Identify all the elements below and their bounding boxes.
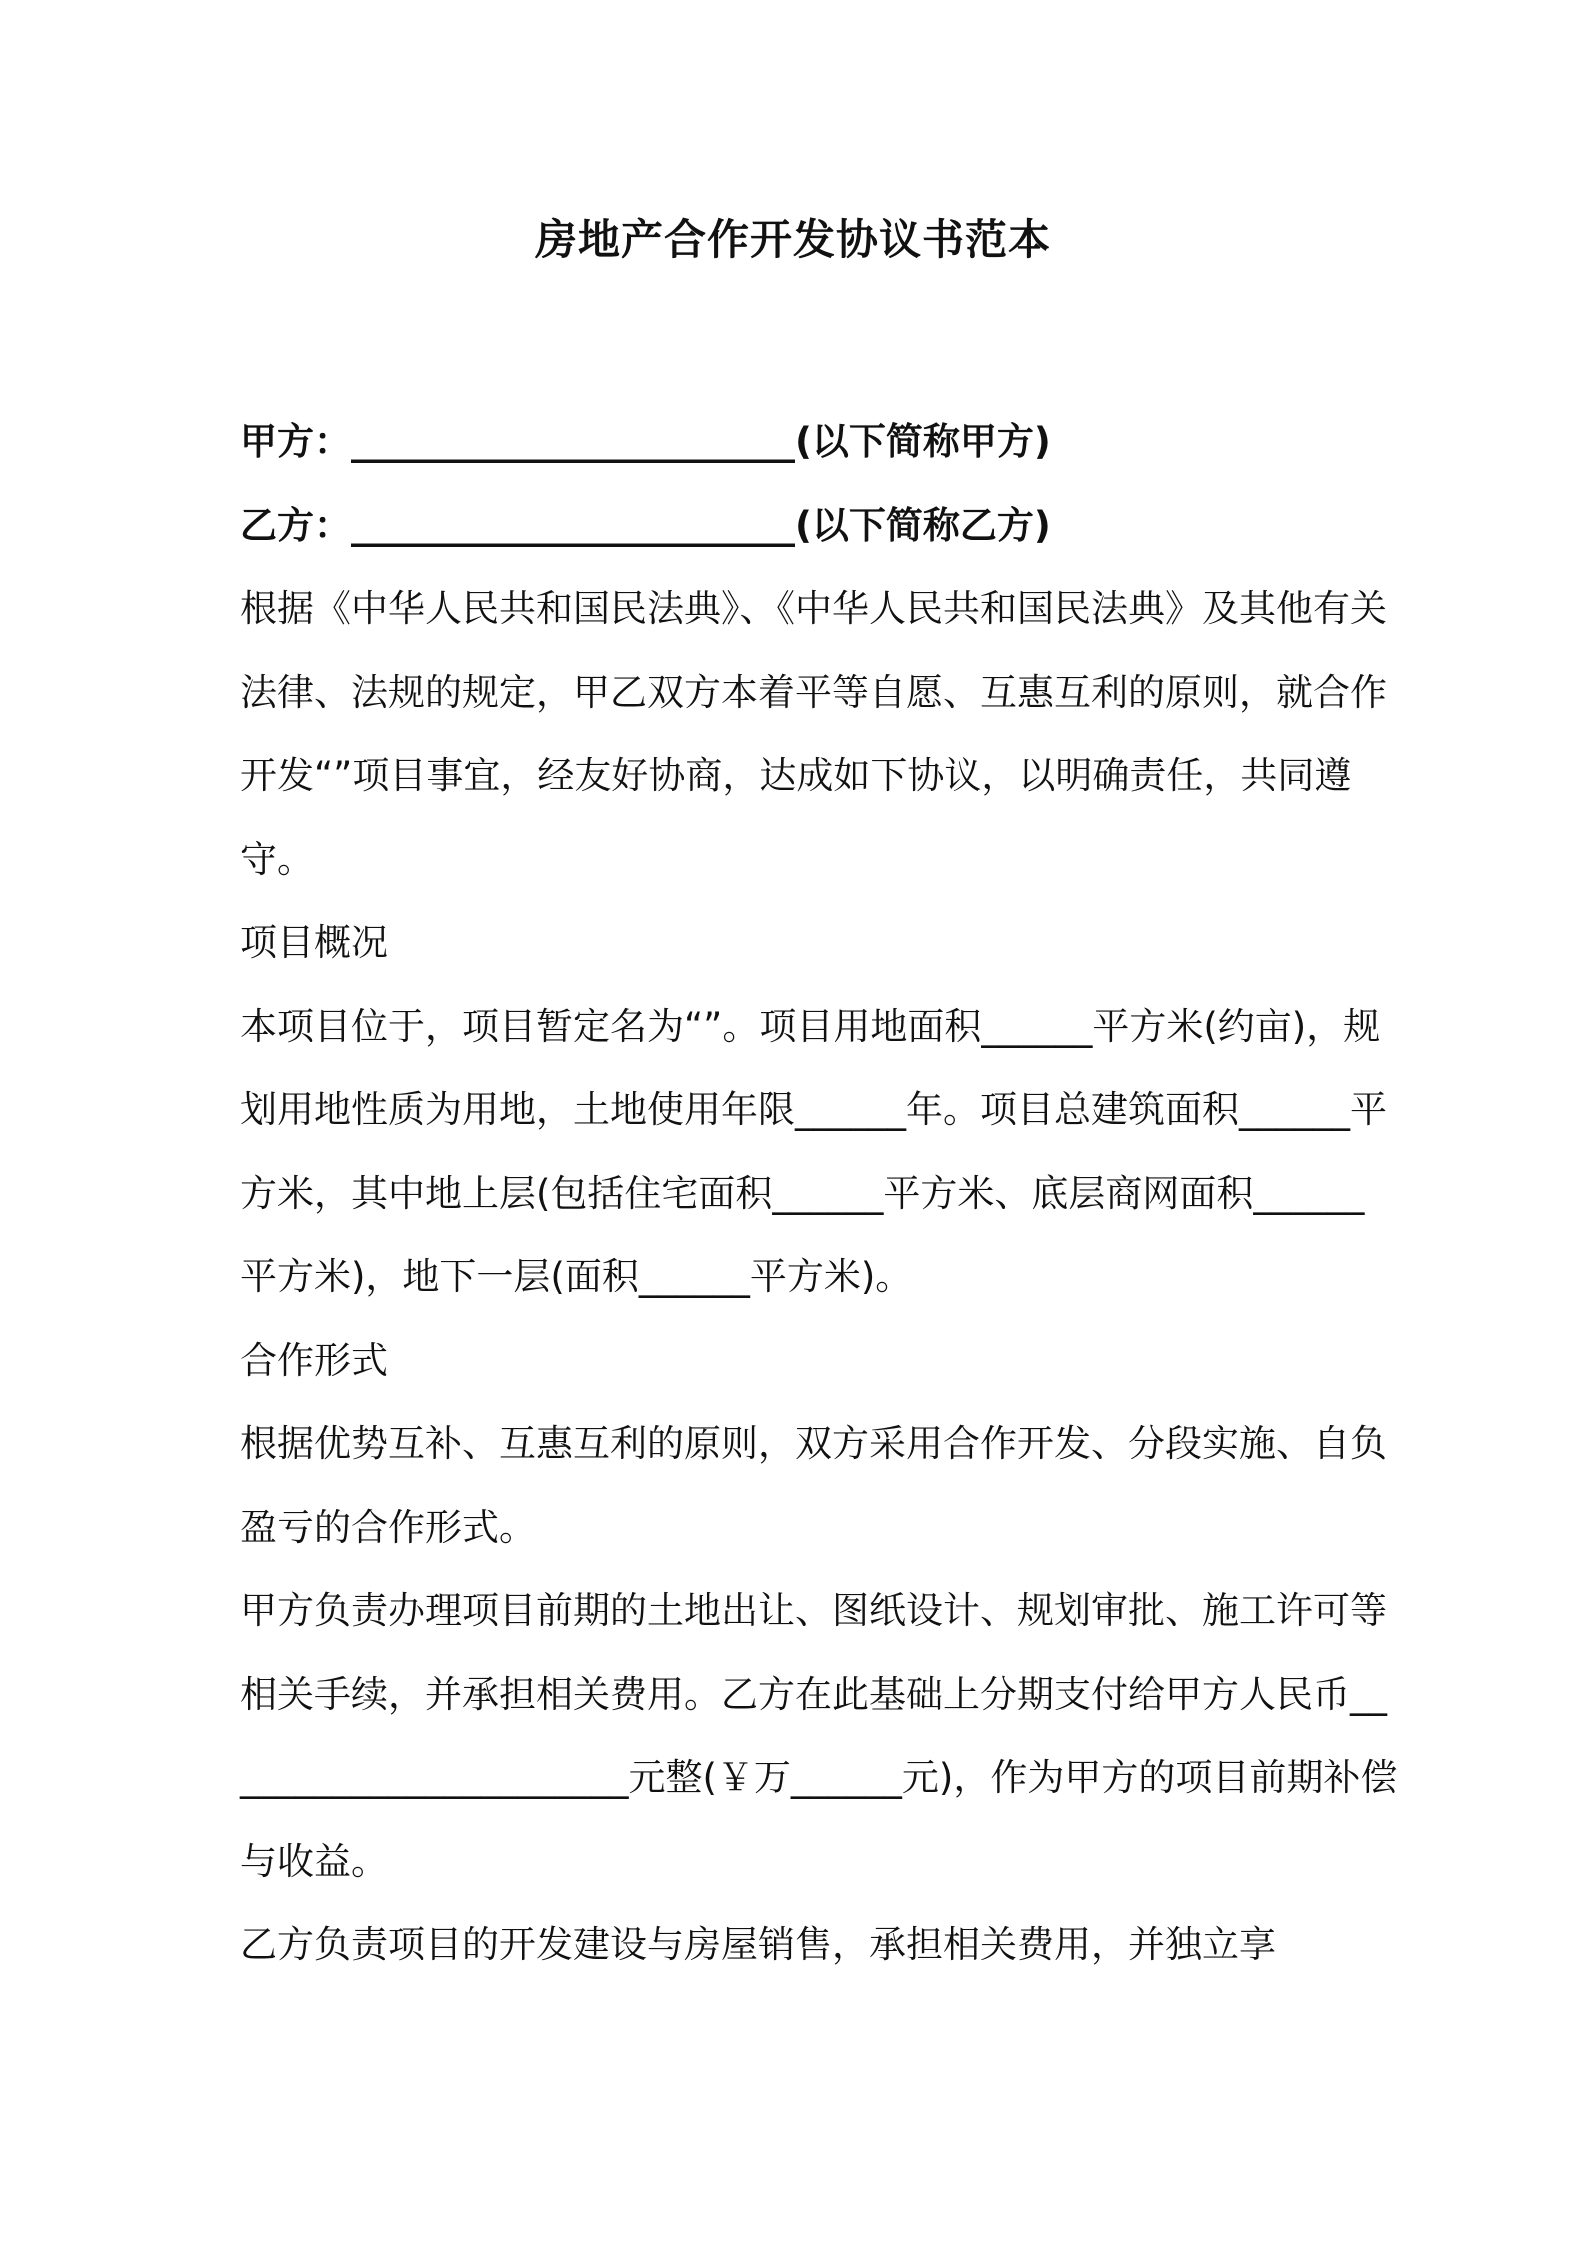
project-overview-paragraph: 本项目位于，项目暂定名为“”。项目用地面积______平方米(约亩)，规划用地性质为用地，土地使用年限______年。项目总建筑面积______平方米，其中地上层(包括住宅面积______平方米、底层商网面积______平方米)，地下一层(面积______平方米)。 [240, 1004, 1387, 1298]
document-title: 房地产合作开发协议书范本 [534, 215, 1051, 264]
intro-paragraph: 根据《中华人民共和国民法典》、《中华人民共和国民法典》及其他有关法律、法规的规定，甲乙双方本着平等自愿、互惠互利的原则，就合作开发“”项目事宜，经友好协商，达成如下协议，以明确责任，共同遵守。 [240, 587, 1387, 881]
party-b-duty-paragraph: 乙方负责项目的开发建设与房屋销售，承担相关费用，并独立享 [240, 1923, 1276, 1966]
section-heading-cooperation-form: 合作形式 [240, 1338, 388, 1382]
party-b-line: 乙方：________________________(以下简称乙方) [240, 503, 1051, 547]
party-a-duty-paragraph: 甲方负责办理项目前期的土地出让、图纸设计、规划审批、施工许可等相关手续，并承担相关费用。乙方在此基础上分期支付给甲方人民币_______________________元整(￥万______元)，作为甲方的项目前期补偿与收益。 [240, 1589, 1398, 1883]
document-body [240, 400, 1400, 1987]
party-a-line: 甲方：________________________(以下简称甲方) [240, 420, 1051, 463]
section-heading-project-overview: 项目概况 [240, 921, 388, 964]
cooperation-form-paragraph: 根据优势互补、互惠互利的原则，双方采用合作开发、分段实施、自负盈亏的合作形式。 [240, 1422, 1387, 1549]
